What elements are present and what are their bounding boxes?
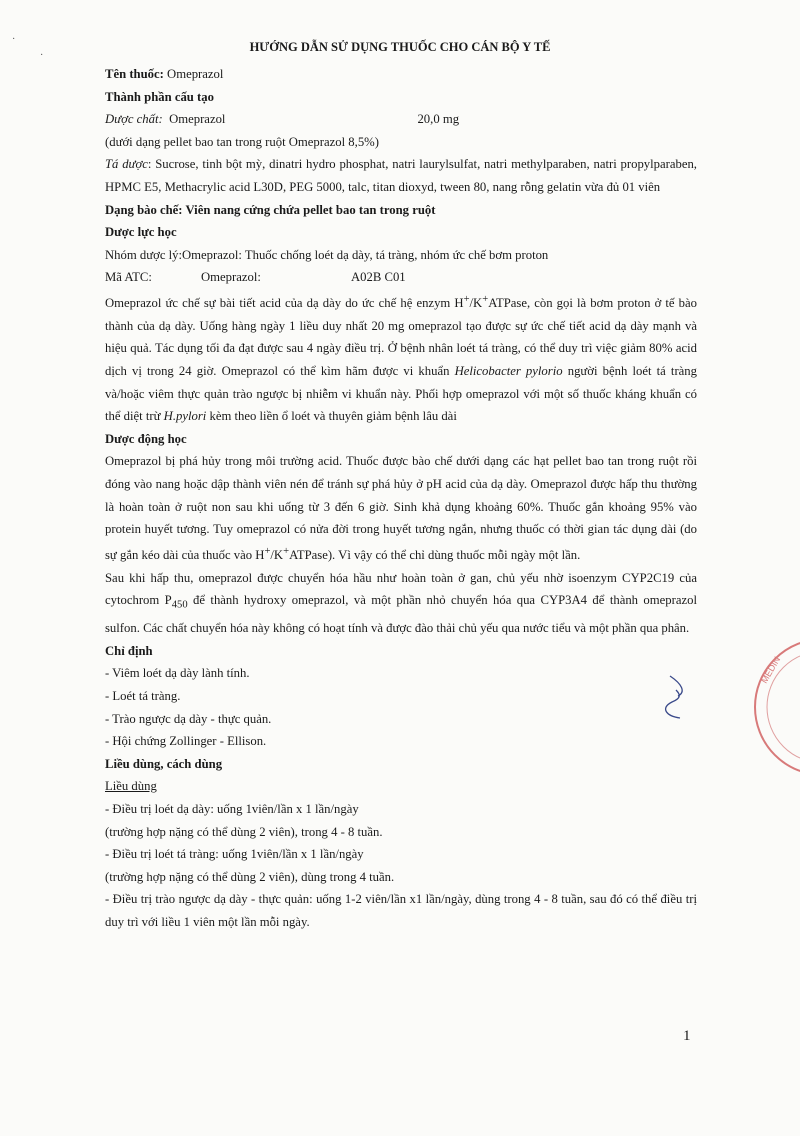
superscript: + (482, 293, 489, 305)
bacteria-name: Helicobacter pylorio (454, 363, 563, 378)
dosage-subheading: Liều dùng (105, 779, 157, 794)
indication-item: - Viêm loét dạ dày lành tính. (105, 666, 250, 681)
pharmacokinetics-paragraph-1 (105, 450, 697, 566)
atc-code-line (105, 266, 697, 289)
pd-text: người bệnh loét tá tràng và/hoặc viêm thực quản trào ngược bị nhiễm vi khuẩn này. Phối hợp omeprazol với một số thuốc kháng khuẩn có thể diệt trừ (105, 363, 697, 424)
stamp-text: MEDIN (759, 654, 783, 685)
active-label: Dược chất: (105, 112, 163, 127)
superscript: + (264, 545, 271, 557)
bacteria-name: H.pylori (163, 409, 207, 424)
dosage-line: - Điều trị loét tá tràng: uống 1viên/lần x 1 lần/ngày (105, 847, 364, 862)
dosage-form-label: Dạng bào chế: (105, 202, 183, 217)
excipient-label: Tá dược (105, 157, 148, 172)
pharmacodynamics-paragraph (105, 289, 697, 428)
indications-heading: Chỉ định (105, 643, 153, 658)
document-body (105, 63, 697, 934)
indication-item: - Loét tá tràng. (105, 689, 181, 704)
superscript: + (463, 293, 470, 305)
pharmacokinetics-paragraph-2 (105, 567, 697, 640)
indication-item: - Trào ngược dạ dày - thực quản. (105, 711, 272, 726)
dosage-form-line (105, 199, 697, 222)
indication-item: - Hội chứng Zollinger - Ellison. (105, 734, 267, 749)
drug-name-line (105, 63, 697, 86)
active-note: (dưới dạng pellet bao tan trong ruột Omeprazol 8,5%) (105, 134, 379, 149)
drug-name-value: Omeprazol (167, 67, 224, 81)
subscript: 450 (171, 599, 188, 611)
pd-text: ATPase, còn gọi là bơm proton ở tế bào thành của dạ dày. Uống hàng ngày 1 liều duy nhất 20 mg omeprazol tạo được sự ức chế tiết acid dạ dày mạnh và hiệu quả. Tác dụng tối đa đạt được sau 4 ngày điều trị. Ở bệnh nhân loét tá tràng, có thể duy trì việc giảm 80% acid dịch vị trong 24 giờ. Omeprazol có thể kìm hãm được vi khuẩn (105, 296, 697, 378)
dosage-line: - Điều trị trào ngược dạ dày - thực quản: uống 1-2 viên/lần x1 lần/ngày, dùng trong 4 - 8 tuần, sau đó có thể điều trị duy trì với liều 1 viên một lần mỗi ngày. (105, 892, 697, 929)
pharmacokinetics-heading: Dược động học (105, 431, 187, 446)
pharmacologic-group: Nhóm dược lý:Omeprazol: Thuốc chống loét dạ dày, tá tràng, nhóm ức chế bơm proton (105, 247, 549, 262)
drug-name-label: Tên thuốc: (105, 67, 164, 81)
pharmacodynamics-heading: Dược lực học (105, 225, 177, 240)
active-dose: 20,0 mg (417, 112, 460, 127)
page-number: 1 (683, 1028, 691, 1044)
excipients-paragraph (105, 153, 697, 198)
pen-mark-icon (652, 672, 692, 722)
composition-heading: Thành phần cấu tạo (105, 89, 214, 104)
red-seal-stamp (748, 632, 800, 782)
dosage-heading: Liều dùng, cách dùng (105, 756, 223, 771)
pk-text: /K (270, 547, 284, 562)
pk-text: để thành hydroxy omeprazol, và một phần nhỏ chuyển hóa qua CYP3A4 để thành omeprazol sulfon. Các chất chuyển hóa này không có hoạt tính và được đào thải chủ yếu qua nước tiểu và một phần qua phân. (105, 593, 697, 636)
active-name: Omeprazol (169, 112, 226, 127)
scan-mark: · (40, 50, 44, 61)
pk-text: ATPase). Vì vậy có thể chỉ dùng thuốc mỗi ngày một lần. (289, 547, 581, 562)
atc-label: Mã ATC: (105, 270, 152, 285)
dosage-line: (trường hợp nặng có thể dùng 2 viên), trong 4 - 8 tuần. (105, 824, 383, 839)
pd-text: /K (469, 296, 483, 311)
dosage-line: - Điều trị loét dạ dày: uống 1viên/lần x 1 lần/ngày (105, 802, 359, 816)
pd-text: Omeprazol ức chế sự bài tiết acid của dạ dày do ức chế hệ enzym H (105, 296, 464, 311)
atc-code: A02B C01 (351, 270, 406, 285)
dosage-line: (trường hợp nặng có thể dùng 2 viên), dùng trong 4 tuần. (105, 869, 395, 884)
atc-drug: Omeprazol: (201, 270, 261, 285)
pk-text: Omeprazol bị phá hủy trong môi trường acid. Thuốc được bào chế dưới dạng các hạt pellet bao tan trong ruột rồi đóng vào nang hoặc dập thành viên nén để tránh sự phá hủy ở pH acid của dạ dày. Omeprazol được hấp thu thường là hoàn toàn ở ruột non sau khi uống từ 3 đến 6 giờ. Sinh khả dụng khoảng 60%. Thuốc gắn khoảng 95% vào protein huyết tương. Tuy omeprazol có nửa đời trong huyết tương ngắn, nhưng thuốc có thời gian tác dụng dài (do sự gắn kéo dài của thuốc vào H (105, 454, 697, 562)
pd-text: kèm theo liền ổ loét và thuyên giảm bệnh lâu dài (206, 409, 457, 424)
dosage-form-value: Viên nang cứng chứa pellet bao tan trong ruột (182, 202, 436, 217)
superscript: + (283, 545, 290, 557)
scan-mark: · (12, 34, 16, 45)
excipient-text: : Sucrose, tinh bột mỳ, dinatri hydro phosphat, natri laurylsulfat, natri methylparaben, natri propylparaben, HPMC E5, Methacrylic acid L30D, PEG 5000, talc, titan dioxyd, tween 80, nang rỗng gelatin vừa đủ 01 viên (105, 157, 697, 194)
document-title: HƯỚNG DẪN SỬ DỤNG THUỐC CHO CÁN BỘ Y TẾ (249, 40, 551, 54)
active-ingredient-line (105, 108, 697, 131)
pk-text: Sau khi hấp thu, omeprazol được chuyển hóa hầu như hoàn toàn ở gan, chủ yếu nhờ isoenzym CYP2C19 của cytochrom P (105, 570, 697, 608)
